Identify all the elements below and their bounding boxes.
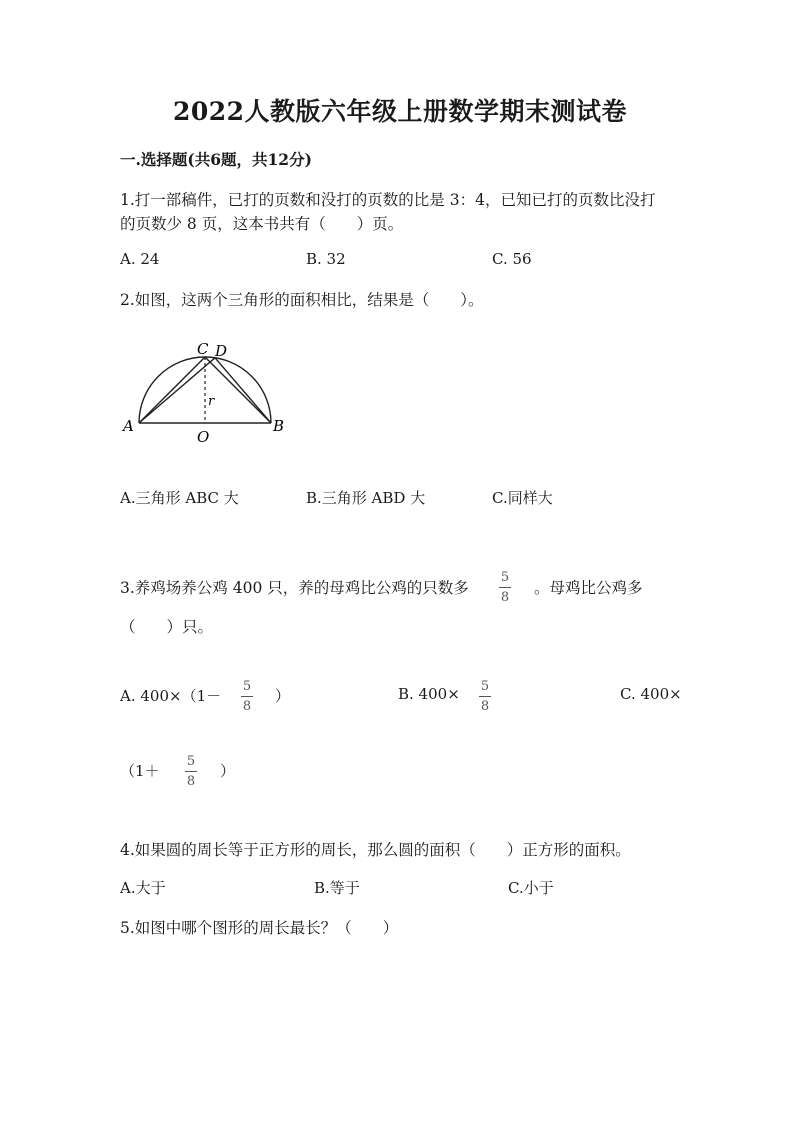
question-3-option-c-line2-prefix: （1＋ [120, 762, 160, 780]
question-4-text: 4.如果圆的周长等于正方形的周长，那么圆的面积（ ）正方形的面积。 [120, 841, 631, 859]
question-1-line-2: 的页数少 8 页，这本书共有（ ）页。 [120, 215, 404, 233]
question-3-option-a-fraction [241, 680, 253, 713]
fraction-bar [185, 771, 197, 772]
label-b: B [273, 417, 285, 435]
semicircle-triangle-figure [115, 335, 295, 450]
label-c: C [197, 340, 209, 358]
fraction-numerator: 5 [242, 679, 252, 694]
question-4-option-a: A.大于 [120, 879, 166, 897]
question-3-option-a-prefix: A. 400×（1－ [120, 687, 222, 705]
segment-ac [139, 357, 205, 423]
question-1-option-b: B. 32 [306, 250, 346, 268]
question-2-option-c: C.同样大 [492, 489, 553, 507]
question-1-option-c: C. 56 [492, 250, 532, 268]
question-3-text-a: 3.养鸡场养公鸡 400 只，养的母鸡比公鸡的只数多 [120, 579, 469, 597]
label-r: r [208, 394, 215, 409]
fraction-numerator: 5 [480, 679, 490, 694]
segment-ad [139, 358, 215, 423]
fraction-numerator: 5 [500, 570, 510, 585]
label-d: D [215, 342, 228, 360]
fraction-denominator: 8 [480, 699, 490, 714]
question-4-option-c: C.小于 [508, 879, 554, 897]
question-1-option-a: A. 24 [120, 250, 160, 268]
section-heading: 一.选择题(共6题，共12分) [120, 150, 312, 169]
question-3-option-b-prefix: B. 400× [398, 685, 460, 703]
fraction-bar [499, 587, 511, 588]
fraction-bar [241, 696, 253, 697]
label-o: O [197, 428, 210, 446]
question-2-text: 2.如图，这两个三角形的面积相比，结果是（ ）。 [120, 291, 484, 309]
question-2-option-a: A.三角形 ABC 大 [120, 489, 239, 507]
question-4-option-b: B.等于 [314, 879, 360, 897]
fraction-denominator: 8 [242, 699, 252, 714]
label-a: A [123, 417, 134, 435]
question-3-option-b-fraction [479, 680, 491, 713]
question-3-option-c-prefix: C. 400× [620, 685, 682, 703]
question-3-option-c-line2-suffix: ） [220, 762, 236, 780]
question-3-fraction [499, 571, 511, 604]
question-3-option-a-suffix: ） [275, 687, 291, 705]
fraction-denominator: 8 [500, 590, 510, 605]
fraction-denominator: 8 [186, 774, 196, 789]
question-1-line-1: 1.打一部稿件，已打的页数和没打的页数的比是 3：4，已知已打的页数比没打 [120, 191, 656, 209]
question-5-text: 5.如图中哪个图形的周长最长？（ ） [120, 919, 399, 937]
question-3-option-c-fraction [185, 755, 197, 788]
fraction-numerator: 5 [186, 754, 196, 769]
fraction-bar [479, 696, 491, 697]
question-3-text-b: 。母鸡比公鸡多 [534, 579, 643, 597]
segment-cb [205, 357, 271, 423]
page-title: 2022人教版六年级上册数学期末测试卷 [172, 97, 628, 126]
question-3-text-c: （ ）只。 [120, 618, 214, 636]
question-2-option-b: B.三角形 ABD 大 [306, 489, 426, 507]
